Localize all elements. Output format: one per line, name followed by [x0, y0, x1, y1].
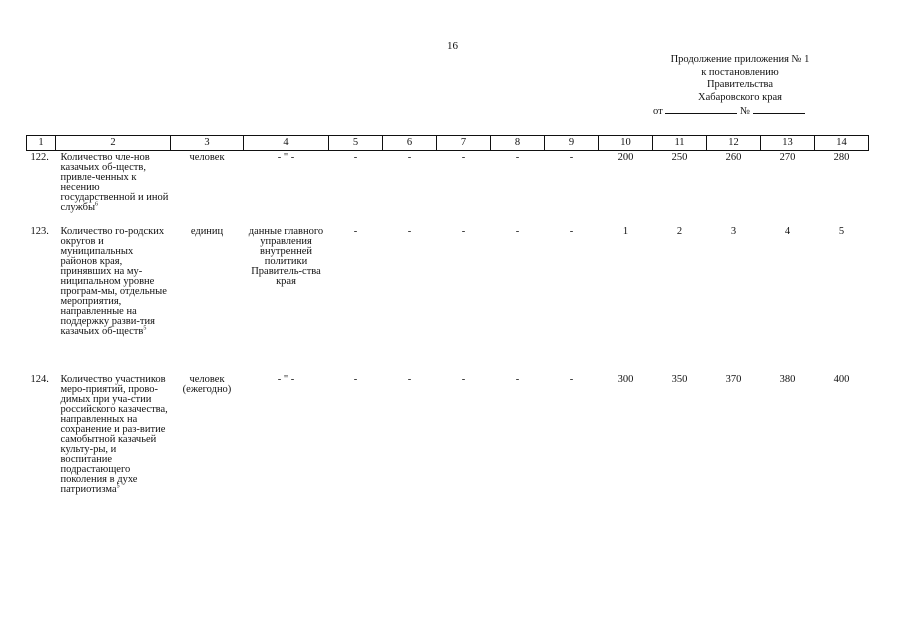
source-cell: - " -	[277, 374, 295, 385]
value-cell: 280	[833, 152, 850, 163]
footnote-mark: 6	[95, 201, 99, 208]
unit-cell: единиц	[190, 226, 224, 237]
page-number: 16	[447, 40, 458, 52]
value-cell: 1	[622, 226, 629, 237]
col-header-11: 11	[653, 136, 707, 151]
col-header-6: 6	[383, 136, 437, 151]
value-cell: 400	[833, 374, 850, 385]
value-cell: -	[569, 226, 574, 237]
col-header-2: 2	[56, 136, 171, 151]
source-cell: данные главного управления внутренней политики Правитель-ства края	[248, 226, 324, 287]
value-cell: 300	[617, 374, 634, 385]
row-number: 122.	[30, 152, 49, 163]
indicator-name	[56, 373, 171, 525]
value-cell: 3	[730, 226, 737, 237]
header-line-2: к постановлению	[701, 66, 779, 78]
value-cell: -	[407, 152, 412, 163]
value-cell: -	[461, 226, 466, 237]
table-row	[27, 151, 869, 226]
col-header-12: 12	[707, 136, 761, 151]
indicators-table	[26, 135, 869, 525]
value-cell: -	[353, 374, 358, 385]
column-number-row	[27, 136, 869, 151]
value-cell: -	[353, 152, 358, 163]
header-line-1: Продолжение приложения № 1	[670, 54, 810, 65]
col-header-13: 13	[761, 136, 815, 151]
indicator-name-text: Количество участников меро-приятий, прово-димых при уча-стии российского казачества, направленных на сохранение и раз-витие самобытной казачьей культу-ры, и воспитание подрастающего поколения в духе патриотизма	[60, 374, 168, 495]
header-line-4: Хабаровского края	[698, 91, 782, 103]
value-cell: -	[407, 374, 412, 385]
unit-cell: человек (ежегодно)	[182, 374, 232, 395]
footnote-mark: 5	[116, 483, 120, 490]
col-header-14: 14	[815, 136, 869, 151]
value-cell: 380	[779, 374, 796, 385]
value-cell: -	[569, 152, 574, 163]
col-header-1: 1	[27, 136, 56, 151]
number-blank	[753, 104, 805, 114]
footnote-mark: 5	[143, 325, 147, 332]
indicator-name-text: Количество чле-нов казачьих об-ществ, привле-ченных к несению государственной и иной службы	[60, 152, 169, 213]
row-number: 124.	[30, 374, 49, 385]
from-label: от	[653, 106, 663, 117]
value-cell: -	[407, 226, 412, 237]
value-cell: 4	[784, 226, 791, 237]
value-cell: 250	[671, 152, 688, 163]
indicator-name	[56, 151, 171, 226]
indicator-name	[56, 225, 171, 373]
col-header-7: 7	[437, 136, 491, 151]
col-header-3: 3	[171, 136, 244, 151]
col-header-8: 8	[491, 136, 545, 151]
value-cell: 350	[671, 374, 688, 385]
value-cell: -	[569, 374, 574, 385]
value-cell: 260	[725, 152, 742, 163]
value-cell: 270	[779, 152, 796, 163]
date-blank	[665, 104, 737, 114]
header-line-3: Правительства	[706, 79, 774, 90]
value-cell: 200	[617, 152, 634, 163]
value-cell: -	[461, 374, 466, 385]
row-number: 123.	[30, 226, 49, 237]
col-header-4: 4	[244, 136, 329, 151]
unit-cell: человек	[189, 152, 225, 163]
value-cell: 2	[676, 226, 683, 237]
value-cell: -	[353, 226, 358, 237]
value-cell: -	[461, 152, 466, 163]
date-number-line	[645, 104, 835, 119]
value-cell: -	[515, 152, 520, 163]
source-cell: - " -	[277, 152, 295, 163]
value-cell: -	[515, 374, 520, 385]
col-header-10: 10	[599, 136, 653, 151]
number-label: №	[739, 106, 750, 117]
value-cell: -	[515, 226, 520, 237]
col-header-9: 9	[545, 136, 599, 151]
indicator-name-text: Количество го-родских округов и муниципальных районов края, принявших на му-ниципальном уровне програм-мы, отдельные мероприятия, направленные на поддержку разви-тия казачьих об-ществ	[60, 226, 167, 337]
col-header-5: 5	[329, 136, 383, 151]
table-row	[27, 373, 869, 525]
table-row	[27, 225, 869, 373]
value-cell: 370	[725, 374, 742, 385]
value-cell: 5	[838, 226, 845, 237]
appendix-header	[645, 54, 835, 119]
